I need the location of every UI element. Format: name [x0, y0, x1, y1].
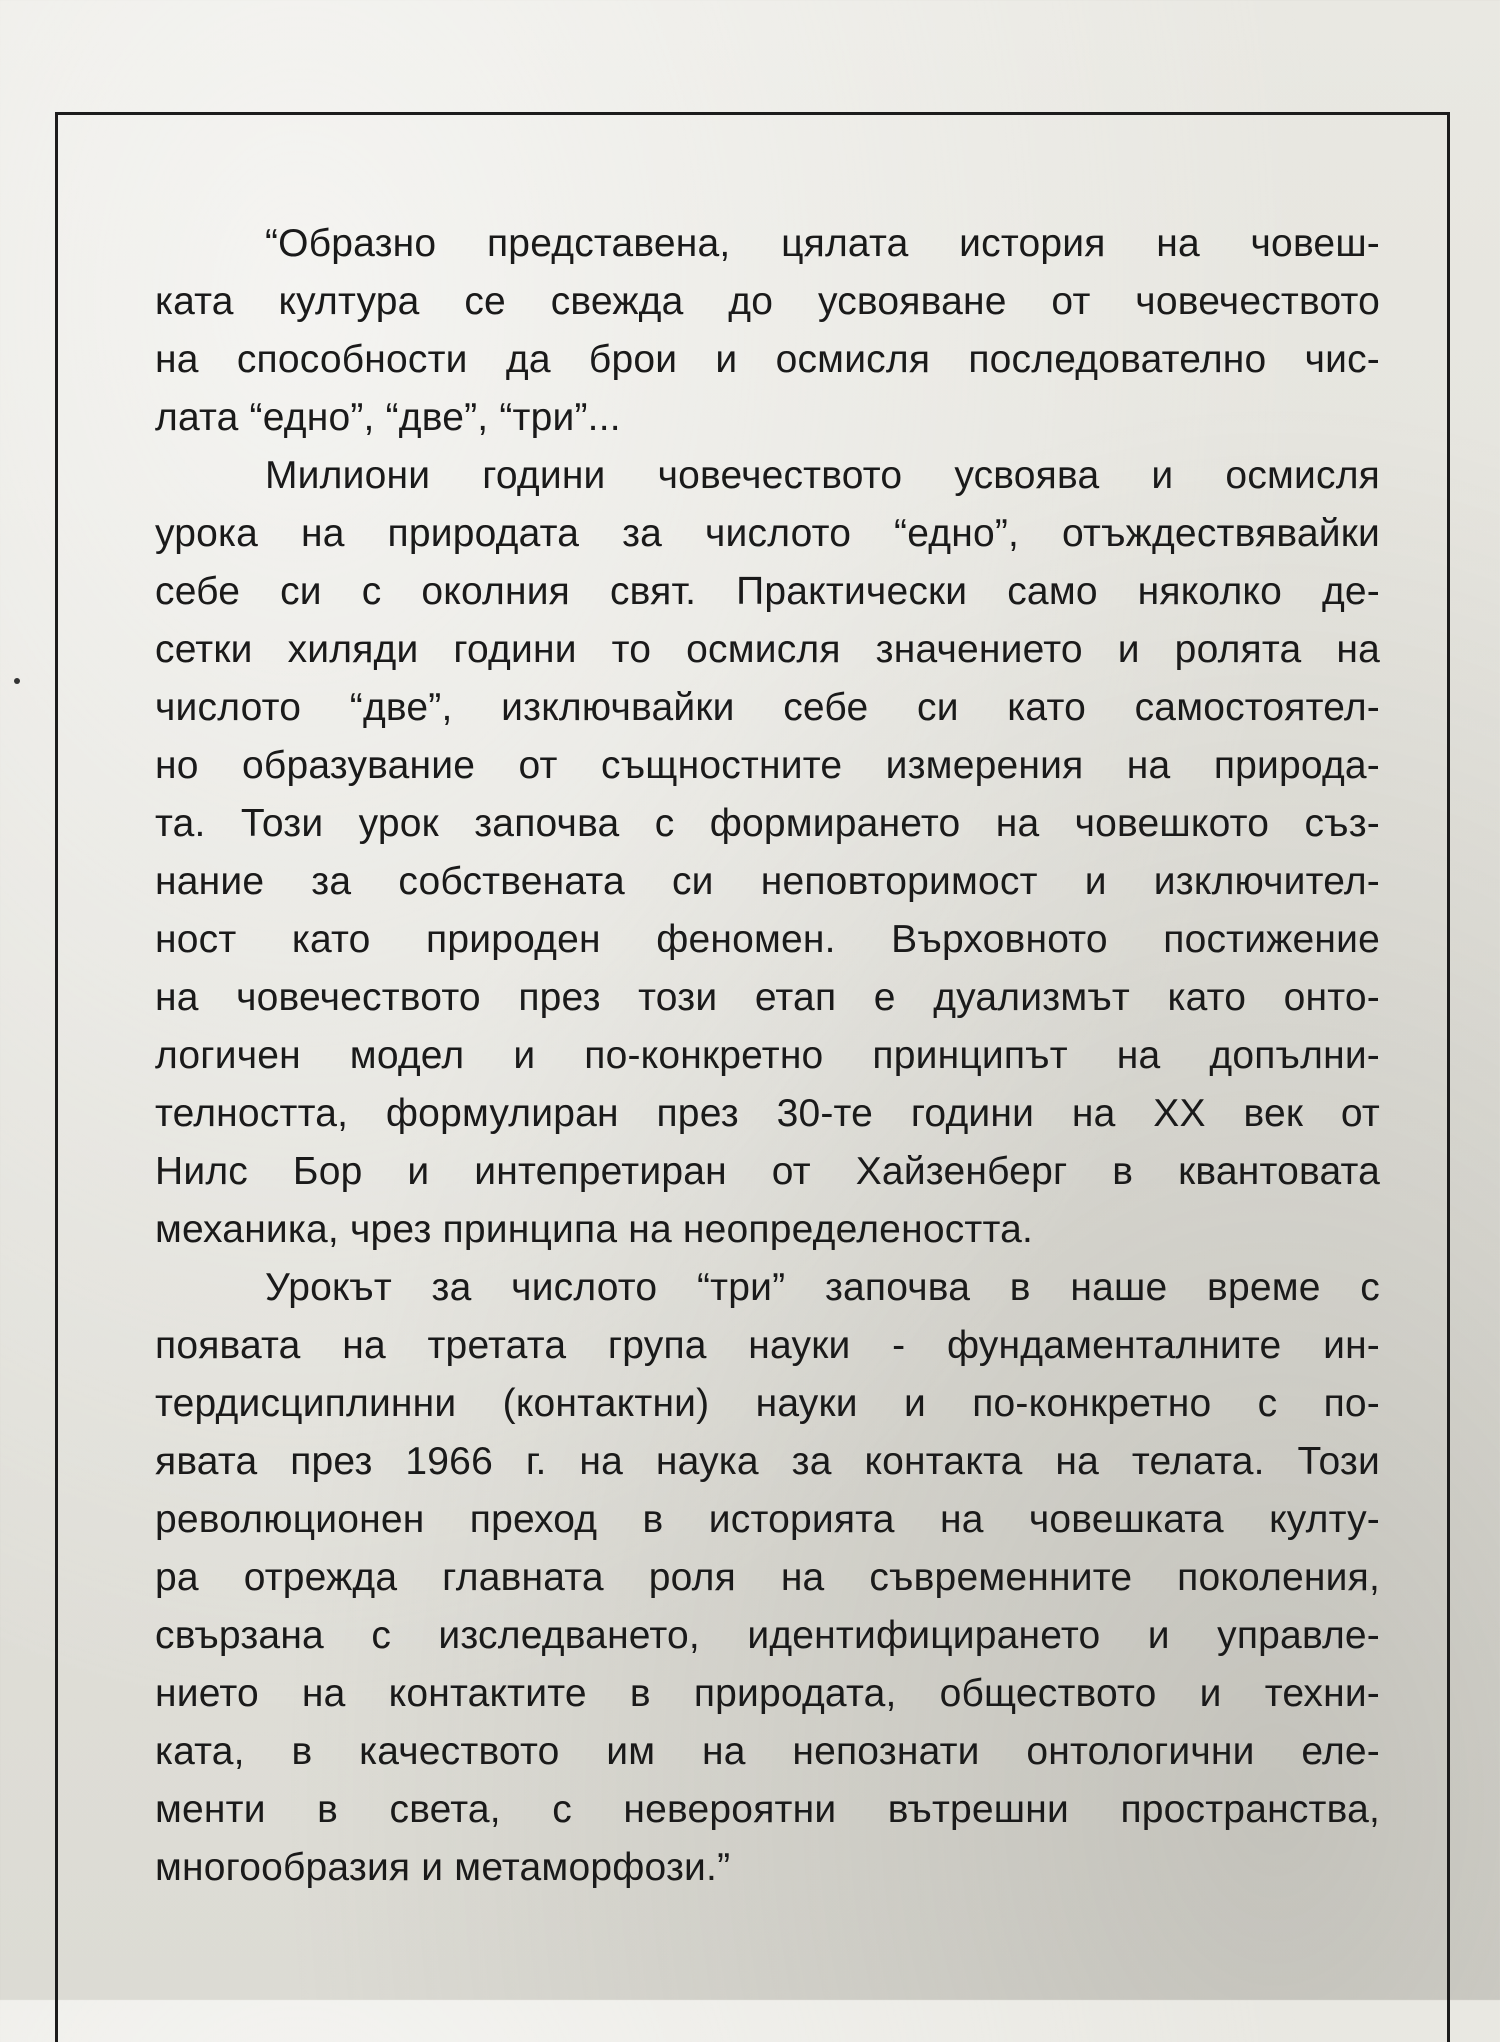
text-line: ност като природен феномен. Върховното постижение	[155, 918, 1380, 961]
text-line: та. Този урок започва с формирането на човешкото съз-	[155, 802, 1380, 845]
text-line: свързана с изследването, идентифицирането и управле-	[155, 1614, 1380, 1657]
text-line: многообразия и метаморфози.”	[155, 1846, 731, 1889]
text-line: Урокът за числото “три” започва в наше време с	[265, 1266, 1380, 1309]
text-line: ра отрежда главната роля на съвременните поколения,	[155, 1556, 1380, 1599]
text-line: Милиони години човечеството усвоява и осмисля	[265, 454, 1380, 497]
quote-text-block	[155, 215, 1380, 1897]
text-line: логичен модел и по-конкретно принципът на допълни-	[155, 1034, 1380, 1077]
text-line: явата през 1966 г. на наука за контакта на телата. Този	[155, 1440, 1380, 1483]
text-line: на човечеството през този етап е дуализмът като онто-	[155, 976, 1380, 1019]
text-line: появата на третата група науки - фундаменталните ин-	[155, 1324, 1380, 1367]
text-line: тердисциплинни (контактни) науки и по-конкретно с по-	[155, 1382, 1380, 1425]
text-line: телността, формулиран през 30-те години на XX век от	[155, 1092, 1380, 1135]
text-line: механика, чрез принципа на неопределеността.	[155, 1208, 1034, 1251]
text-line: менти в света, с невероятни вътрешни пространства,	[155, 1788, 1380, 1831]
text-line: революционен преход в историята на човешката култу-	[155, 1498, 1380, 1541]
paragraph-1	[155, 215, 1380, 447]
text-line: на способности да брои и осмисля последователно чис-	[155, 338, 1380, 381]
text-line: нание за собствената си неповторимост и изключител-	[155, 860, 1380, 903]
stray-ink-dot	[14, 678, 20, 684]
text-line: “Образно представена, цялата история на човеш-	[265, 222, 1380, 265]
text-line: числото “две”, изключвайки себе си като самостоятел-	[155, 686, 1380, 729]
text-line: ката култура се свежда до усвояване от човечеството	[155, 280, 1380, 323]
text-line: урока на природата за числото “едно”, отъждествявайки	[155, 512, 1380, 555]
paragraph-3	[155, 1259, 1380, 1897]
paragraph-2	[155, 447, 1380, 1259]
text-line: сетки хиляди години то осмисля значението и ролята на	[155, 628, 1380, 671]
text-line: ката, в качеството им на непознати онтологични еле-	[155, 1730, 1380, 1773]
text-line: но образувание от същностните измерения на природа-	[155, 744, 1380, 787]
text-line: Нилс Бор и интепретиран от Хайзенберг в квантовата	[155, 1150, 1380, 1193]
text-line: нието на контактите в природата, обществото и техни-	[155, 1672, 1380, 1715]
text-line: лата “едно”, “две”, “три”...	[155, 396, 621, 439]
text-line: себе си с околния свят. Практически само няколко де-	[155, 570, 1380, 613]
